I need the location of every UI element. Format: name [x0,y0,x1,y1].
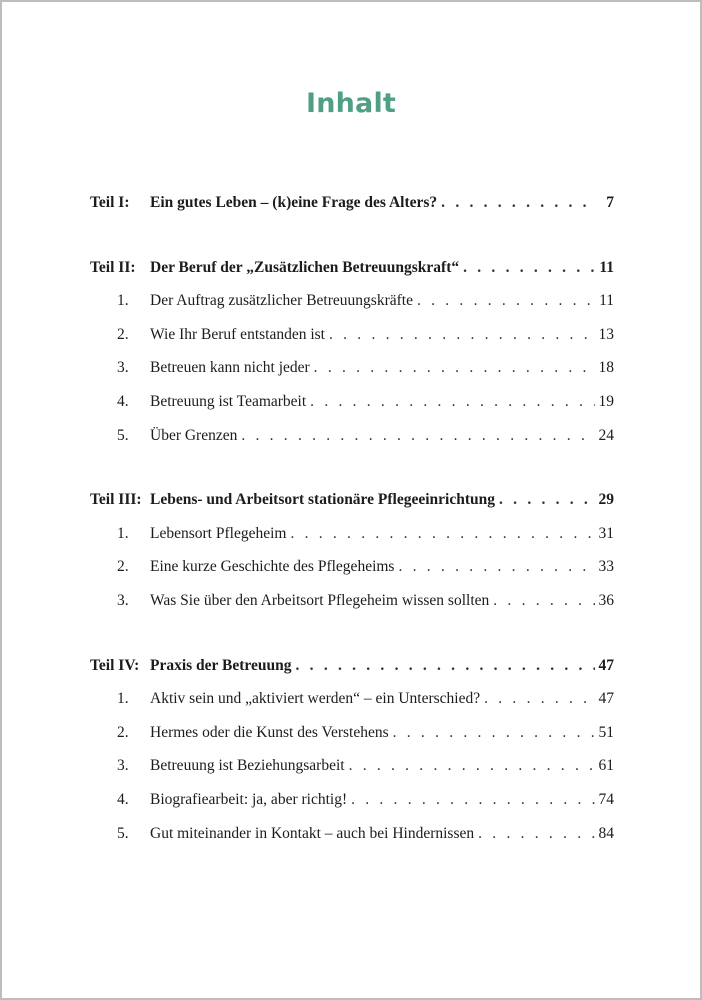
toc-chapter-entry[interactable] [90,554,614,588]
toc-number: 3. [117,359,129,377]
toc-chapter-entry[interactable] [90,322,614,356]
dot-leader [393,720,595,746]
toc-label: Was Sie über den Arbeitsort Pflegeheim wissen sollten [150,591,490,609]
toc-chapter-entry[interactable] [90,355,614,389]
toc-page-number: 31 [598,524,614,542]
toc-label: Praxis der Betreuung [150,656,292,674]
toc-number: 4. [117,790,129,808]
toc-page-number: 47 [598,656,614,674]
toc-label: Aktiv sein und „aktiviert werden“ – ein Unterschied? [150,690,481,708]
toc-part [90,255,614,457]
toc-chapter-entry[interactable] [90,753,614,787]
toc-label: Der Auftrag zusätzlicher Betreuungskräfte [150,292,413,310]
dot-leader [493,588,594,614]
dot-leader [441,190,596,216]
toc-page-number: 74 [598,790,614,808]
dot-leader [329,322,595,348]
toc-number: 1. [117,690,129,708]
toc-chapter-entry[interactable] [90,821,614,855]
toc-label: Lebens- und Arbeitsort stationäre Pflegeeinrichtung [150,491,496,509]
toc-chapter-entry[interactable] [90,686,614,720]
toc-label: Lebensort Pflegeheim [150,524,287,542]
toc-chapter-entry[interactable] [90,423,614,457]
toc-part-entry[interactable] [90,255,614,289]
table-of-contents [90,190,614,885]
dot-leader [478,821,594,847]
toc-chapter-entry[interactable] [90,588,614,622]
toc-chapter-entry[interactable] [90,787,614,821]
toc-chapter-entry[interactable] [90,288,614,322]
dot-leader [417,288,595,314]
toc-number: Teil III: [90,491,142,509]
toc-page-number: 47 [598,690,614,708]
toc-number: 3. [117,591,129,609]
toc-part-entry[interactable] [90,487,614,521]
toc-number: Teil II: [90,258,136,276]
toc-page-number: 7 [606,194,614,211]
toc-part [90,487,614,621]
toc-page-number: 33 [598,558,614,576]
dot-leader [349,753,595,779]
toc-label: Betreuung ist Teamarbeit [150,392,307,410]
toc-chapter-entry[interactable] [90,389,614,423]
dot-leader [484,686,594,712]
dot-leader [499,487,594,513]
toc-page-number: 61 [598,757,614,775]
toc-number: 1. [117,524,129,542]
toc-page-number: 51 [598,723,614,741]
toc-page-number: 18 [598,359,614,377]
page-title: Inhalt [305,88,397,119]
toc-number: 5. [117,426,129,444]
toc-page-number: 24 [598,426,614,444]
toc-page-number: 29 [598,491,614,509]
toc-part-entry[interactable] [90,190,614,224]
toc-label: Betreuung ist Beziehungsarbeit [150,757,345,775]
toc-part [90,190,614,224]
toc-label: Betreuen kann nicht jeder [150,359,310,377]
toc-page-number: 11 [599,258,614,276]
toc-label: Biografiearbeit: ja, aber richtig! [150,790,348,808]
toc-number: 4. [117,392,129,410]
dot-leader [314,355,595,381]
toc-number: 5. [117,824,129,842]
toc-number: 2. [117,325,129,343]
toc-label: Ein gutes Leben – (k)eine Frage des Alters? [150,194,438,211]
toc-label: Über Grenzen [150,426,238,444]
toc-page-number: 11 [599,292,614,310]
toc-page-number: 19 [598,392,614,410]
toc-number: 2. [117,723,129,741]
toc-page-number: 13 [598,325,614,343]
toc-number: Teil IV: [90,656,140,674]
toc-label: Der Beruf der „Zusätzlichen Betreuungskraft“ [150,258,460,276]
dot-leader [351,787,594,813]
toc-label: Wie Ihr Beruf entstanden ist [150,325,325,343]
dot-leader [463,255,595,281]
toc-number: 1. [117,292,129,310]
toc-number: 2. [117,558,129,576]
toc-number: Teil I: [90,194,130,211]
dot-leader [241,423,594,449]
toc-part [90,653,614,855]
dot-leader [290,521,594,547]
dot-leader [398,554,594,580]
toc-label: Eine kurze Geschichte des Pflegeheims [150,558,395,576]
toc-page-number: 84 [598,824,614,842]
toc-label: Hermes oder die Kunst des Verstehens [150,723,389,741]
toc-part-entry[interactable] [90,653,614,687]
dot-leader [310,389,594,415]
toc-number: 3. [117,757,129,775]
toc-label: Gut miteinander in Kontakt – auch bei Hindernissen [150,824,475,842]
toc-chapter-entry[interactable] [90,720,614,754]
dot-leader [296,653,595,679]
toc-page-number: 36 [598,591,614,609]
toc-chapter-entry[interactable] [90,521,614,555]
